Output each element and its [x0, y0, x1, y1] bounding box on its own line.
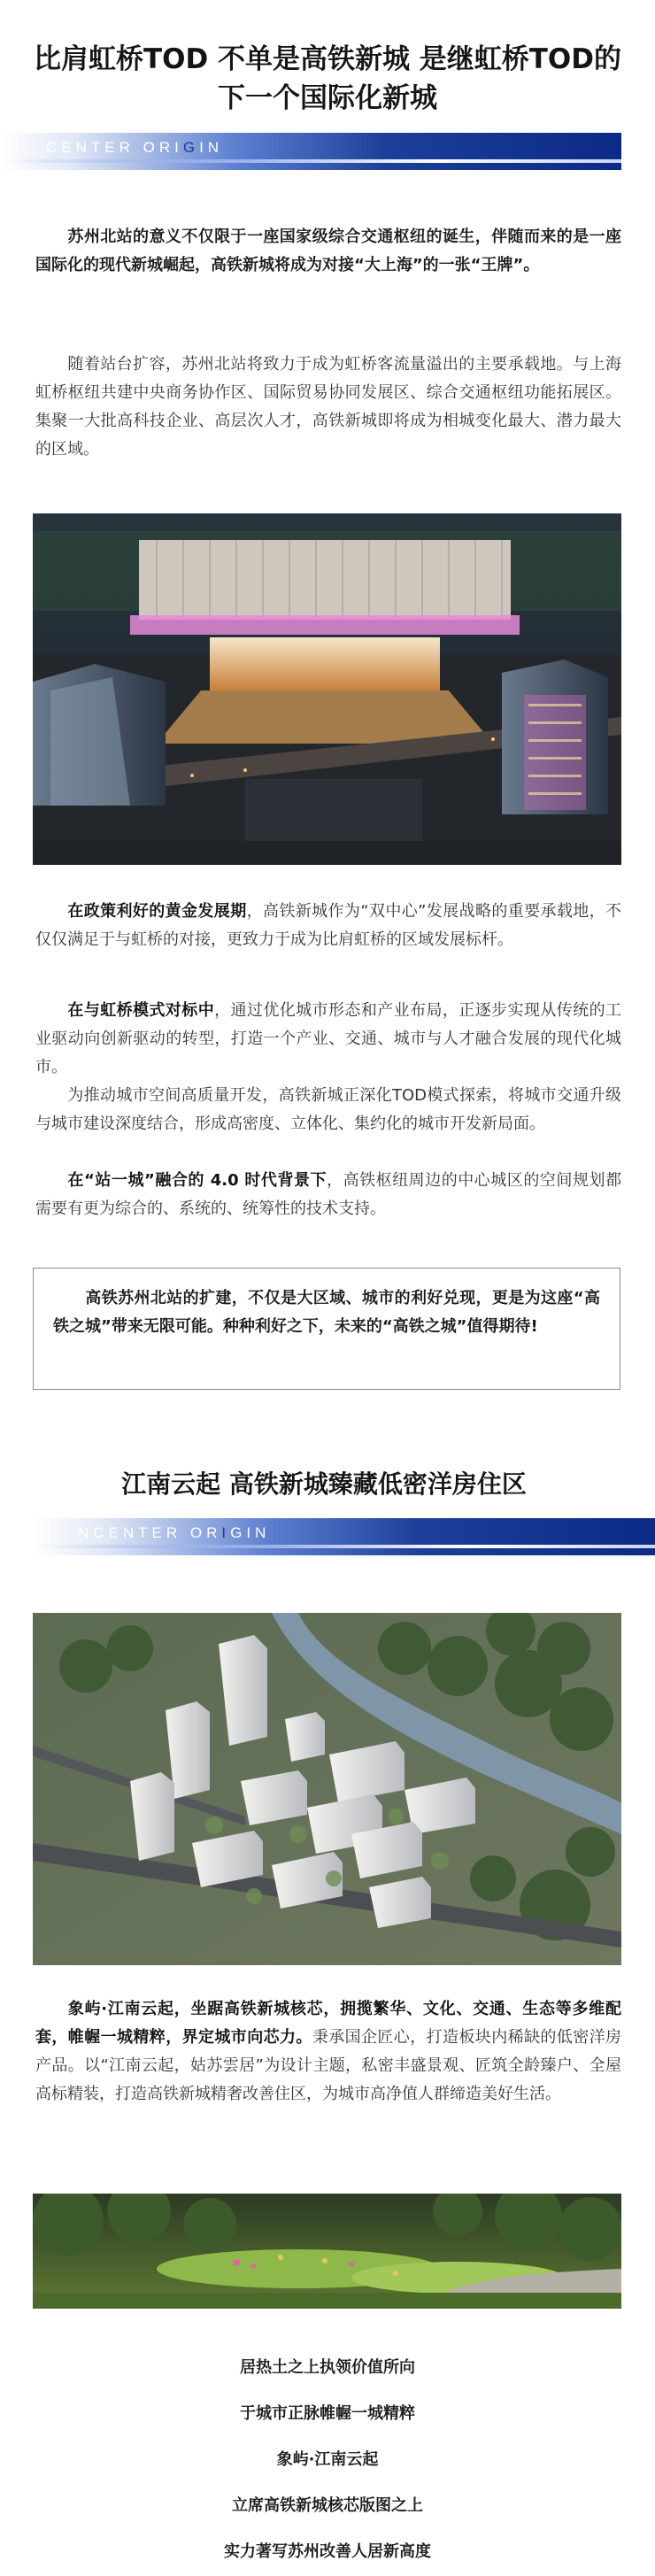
body-paragraph-1: 随着站台扩容，苏州北站将致力于成为虹桥客流量溢出的主要承载地。与上海虹桥枢纽共建中央商务协作区、国际贸易协同发展区、综合交通枢纽功能拓展区。集聚一大批高科技企业、高层次人才，高铁新城即将成为相城变化最大、潜力最大的区域。 — [35, 355, 621, 459]
banner-brand-text: CENTER ORIGIN — [46, 139, 224, 156]
body-paragraph-5: 在“站一城”融合的 4.0 时代背景下，高铁枢纽周边的中心城区的空间规划都需要有更为综合的、系统的、统筹性的技术支持。 — [35, 1171, 621, 1218]
lead-paragraph: 苏州北站的意义不仅限于一座国家级综合交通枢纽的诞生，伴随而来的是一座国际化的现代新城崛起，高铁新城将成为对接“大上海”的一张“王牌”。 — [35, 228, 621, 274]
closing-line-4: 立席高铁新城核芯版图之上 — [232, 2496, 423, 2515]
highlight-note-box — [33, 1268, 620, 1390]
project-description: 象屿·江南云起，坐踞高铁新城核芯，拥揽繁华、文化、交通、生态等多维配套，帷幄一城精粹，界定城市向芯力。秉承国企匠心，打造板块内稀缺的低密洋房产品。以“江南云起，姑苏雲居”为设计主题，私密丰盛景观、匠筑全龄臻户、全屋高标精装，打造高铁新城精奢改善住区，为城市高净值人群缔造美好生活。 — [35, 2000, 622, 2103]
page-title-line2: 下一个国际化新城 — [218, 82, 437, 114]
section-banner-1 — [0, 133, 621, 170]
residential-aerial-rendering — [33, 1613, 621, 1965]
section-banner-2 — [32, 1518, 655, 1555]
page-title-line1: 比肩虹桥TOD 不单是高铁新城 是继虹桥TOD的 — [33, 43, 622, 75]
section2-title: 江南云起 高铁新城臻藏低密洋房住区 — [121, 1469, 527, 1499]
garden-landscape-rendering — [33, 2194, 621, 2309]
station-aerial-photo — [33, 513, 621, 865]
closing-line-5: 实力著写苏州改善人居新高度 — [224, 2542, 431, 2561]
body-paragraph-4: 为推动城市空间高质量开发，高铁新城正深化TOD模式探索，将城市交通升级与城市建设深度结合，形成高密度、立体化、集约化的城市开发新局面。 — [35, 1086, 621, 1133]
banner-brand-text-2: NCENTER ORIGIN — [78, 1524, 271, 1541]
body-paragraph-2: 在政策利好的黄金发展期，高铁新城作为“双中心”发展战略的重要承载地，不仅仅满足于与虹桥的对接，更致力于成为比肩虹桥的区域发展标杆。 — [35, 902, 621, 949]
body-paragraph-3: 在与虹桥模式对标中，通过优化城市形态和产业布局，正逐步实现从传统的工业驱动向创新驱动的转型，打造一个产业、交通、城市与人才融合发展的现代化城市。 — [35, 1001, 622, 1076]
closing-line-1: 居热土之上执领价值所向 — [240, 2358, 415, 2377]
highlight-note-text: 高铁苏州北站的扩建，不仅是大区域、城市的利好兑现，更是为这座“高铁之城”带来无限可能。种种利好之下，未来的“高铁之城”值得期待! — [53, 1289, 600, 1336]
closing-line-3: 象屿·江南云起 — [276, 2450, 379, 2469]
closing-line-2: 于城市正脉帷幄一城精粹 — [240, 2404, 415, 2423]
